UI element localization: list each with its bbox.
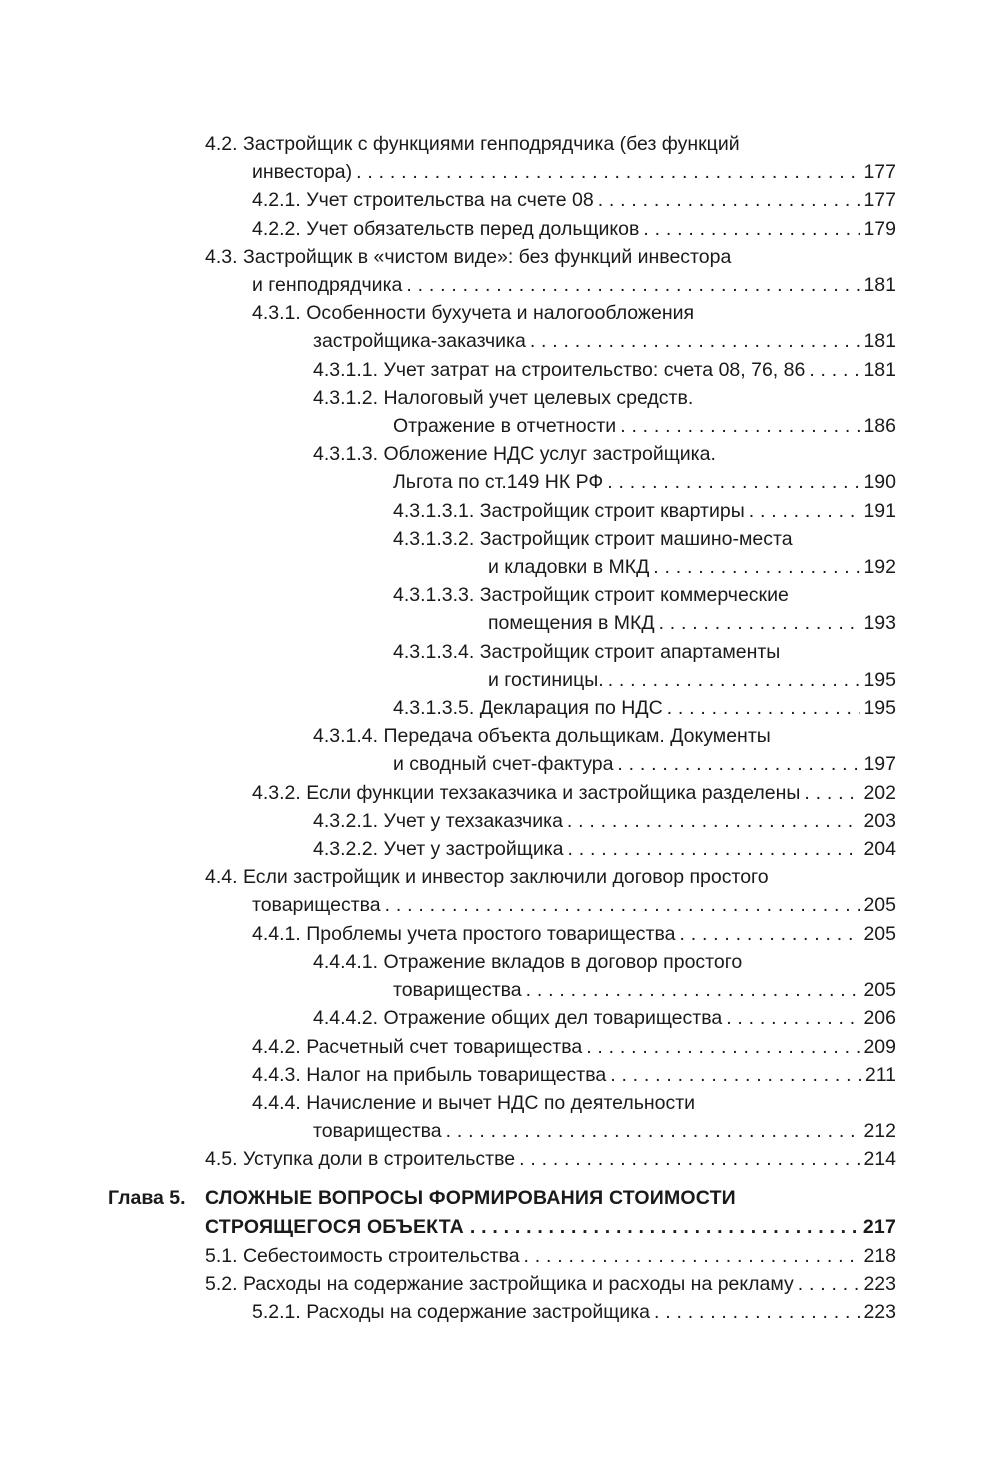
toc-entry[interactable] bbox=[0, 863, 896, 919]
toc-entry-last-line bbox=[0, 215, 896, 243]
page-number: 218 bbox=[863, 1244, 896, 1267]
table-of-contents bbox=[0, 130, 1000, 1326]
page-number: 211 bbox=[864, 1063, 896, 1086]
toc-entry[interactable] bbox=[0, 920, 896, 948]
dot-leader bbox=[650, 1298, 860, 1326]
page-number: 214 bbox=[863, 1148, 896, 1171]
page-number: 202 bbox=[863, 781, 896, 804]
toc-entry-title-line: помещения в МКД bbox=[488, 612, 655, 635]
toc-entry[interactable] bbox=[0, 497, 896, 525]
toc-entry-last-line bbox=[0, 1061, 896, 1089]
dot-leader bbox=[564, 835, 861, 863]
toc-entry-last-line bbox=[0, 327, 896, 355]
page-number: 205 bbox=[863, 979, 896, 1002]
toc-entry-last-line bbox=[0, 750, 896, 778]
toc-entry-title-line: 4.3.1.1. Учет затрат на строительство: счета 08, 76, 86 bbox=[313, 358, 806, 381]
toc-entry-last-line bbox=[0, 1145, 896, 1173]
toc-entry-title-line: 5.1. Себестоимость строительства bbox=[205, 1244, 520, 1267]
toc-entry-title-line: 4.2. Застройщик с функциями генподрядчика (без функций bbox=[205, 133, 740, 155]
dot-leader bbox=[805, 356, 860, 384]
page-number: 203 bbox=[863, 809, 896, 832]
page-number: 205 bbox=[863, 894, 896, 917]
page-number: 205 bbox=[863, 922, 896, 945]
dot-leader bbox=[663, 694, 861, 722]
dot-leader bbox=[563, 807, 861, 835]
toc-entry-last-line bbox=[0, 779, 896, 807]
toc-entry-title-line: 4.4.2. Расчетный счет товарищества bbox=[252, 1035, 583, 1058]
toc-entry-last-line bbox=[0, 553, 896, 581]
toc-entry-title-line: 4.3.1.3.4. Застройщик строит апартаменты bbox=[393, 640, 781, 663]
toc-entry-last-line bbox=[0, 666, 896, 694]
toc-entry-last-line bbox=[0, 1004, 896, 1032]
toc-entry-last-line bbox=[0, 1033, 896, 1061]
toc-entry[interactable] bbox=[0, 1089, 896, 1145]
toc-entry-title-line: 4.3.1.3.1. Застройщик строит квартиры bbox=[393, 499, 745, 522]
toc-entry-title-line: 4.3. Застройщик в «чистом виде»: без функций инвестора bbox=[205, 245, 732, 268]
toc-entry-last-line bbox=[0, 412, 896, 440]
toc-entry[interactable] bbox=[0, 299, 896, 355]
toc-entry[interactable] bbox=[0, 186, 896, 214]
toc-entry-title-line: 4.2.2. Учет обязательств перед дольщиков bbox=[252, 217, 640, 240]
page-number: 181 bbox=[863, 358, 896, 381]
toc-entry-last-line bbox=[0, 158, 896, 186]
toc-entry-title-line: застройщика-заказчика bbox=[313, 330, 526, 353]
toc-entry-last-line bbox=[0, 807, 896, 835]
dot-leader bbox=[649, 553, 860, 581]
toc-entry-title-line: 5.2. Расходы на содержание застройщика и расходы на рекламу bbox=[205, 1272, 794, 1295]
toc-entry-title-line: и кладовки в МКД bbox=[488, 556, 650, 579]
chapter-title-line-1: СЛОЖНЫЕ ВОПРОСЫ ФОРМИРОВАНИЯ СТОИМОСТИ bbox=[205, 1186, 736, 1209]
dot-leader bbox=[794, 1270, 861, 1298]
chapter-title-text: СТРОЯЩЕГОСЯ ОБЪЕКТА bbox=[205, 1215, 464, 1238]
toc-entry-last-line bbox=[0, 1117, 896, 1145]
toc-entry[interactable] bbox=[0, 1004, 896, 1032]
toc-entry-title-line: и генподрядчика bbox=[252, 274, 403, 297]
dot-leader bbox=[526, 327, 861, 355]
dot-leader bbox=[655, 609, 861, 637]
dot-leader bbox=[442, 1117, 861, 1145]
toc-entry-last-line bbox=[0, 468, 896, 496]
toc-entry[interactable] bbox=[0, 1242, 896, 1270]
toc-entry-title-line: 4.2.1. Учет строительства на счете 08 bbox=[252, 189, 594, 212]
toc-entry[interactable] bbox=[0, 130, 896, 186]
page-number: 181 bbox=[863, 274, 896, 297]
toc-entry-last-line bbox=[0, 356, 896, 384]
page-number: 190 bbox=[863, 471, 896, 494]
dot-leader bbox=[464, 1213, 860, 1242]
page-number: 191 bbox=[863, 499, 896, 522]
toc-entry[interactable] bbox=[0, 215, 896, 243]
toc-entry-title-line: 4.3.1.4. Передача объекта дольщикам. Документы bbox=[313, 725, 771, 748]
page-number: 179 bbox=[863, 217, 896, 240]
toc-entry-last-line bbox=[0, 497, 896, 525]
page-number: 195 bbox=[863, 697, 896, 720]
toc-entry-title-line: 4.3.2.1. Учет у техзаказчика bbox=[313, 809, 563, 832]
page-number: 181 bbox=[863, 330, 896, 353]
toc-entry-title-line: 5.2.1. Расходы на содержание застройщика bbox=[252, 1300, 651, 1323]
dot-leader bbox=[745, 497, 861, 525]
toc-entry-last-line bbox=[0, 271, 896, 299]
toc-section-chapter-5 bbox=[0, 1242, 1000, 1327]
toc-entry-title-line: 4.4.4.2. Отражение общих дел товарищества bbox=[313, 1007, 723, 1030]
toc-entry-title-line: 4.3.2. Если функции техзаказчика и застройщика разделены bbox=[252, 781, 801, 804]
page-number: 223 bbox=[863, 1300, 896, 1323]
toc-entry[interactable] bbox=[0, 835, 896, 863]
toc-entry-title-line: 4.3.1.3.3. Застройщик строит коммерческие bbox=[393, 584, 789, 607]
toc-entry-title-line: 4.4.1. Проблемы учета простого товарищества bbox=[252, 922, 676, 945]
toc-entry-title-line: 4.3.1.2. Налоговый учет целевых средств. bbox=[313, 386, 694, 409]
toc-entry[interactable] bbox=[0, 694, 896, 722]
page-number: 209 bbox=[863, 1035, 896, 1058]
page-number: 195 bbox=[863, 668, 896, 691]
toc-entry-title-line: и сводный счет-фактура bbox=[393, 753, 614, 776]
toc-entry-last-line bbox=[0, 835, 896, 863]
toc-entry-title-line: 4.3.1. Особенности бухучета и налогообложения bbox=[252, 302, 695, 325]
dot-leader bbox=[675, 920, 860, 948]
toc-entry[interactable] bbox=[0, 638, 896, 694]
dot-leader bbox=[604, 666, 861, 694]
dot-leader bbox=[520, 1242, 861, 1270]
toc-entry-title-line: 4.4.4.1. Отражение вкладов в договор простого bbox=[313, 950, 743, 973]
toc-entry[interactable] bbox=[0, 807, 896, 835]
dot-leader bbox=[381, 891, 861, 919]
page-number: 206 bbox=[863, 1007, 896, 1030]
toc-entry-title-line: Отражение в отчетности bbox=[393, 415, 617, 438]
toc-entry-title-line: 4.3.1.3.5. Декларация по НДС bbox=[393, 697, 663, 720]
toc-entry-last-line bbox=[0, 694, 896, 722]
toc-entry-title-line: товарищества bbox=[252, 894, 381, 917]
dot-leader bbox=[352, 158, 860, 186]
toc-entry-title-line: инвестора) bbox=[252, 161, 353, 184]
chapter-title-line-2 bbox=[0, 1213, 896, 1242]
toc-section-chapter-4 bbox=[0, 130, 1000, 1174]
toc-entry-last-line bbox=[0, 186, 896, 214]
dot-leader bbox=[402, 271, 860, 299]
dot-leader bbox=[606, 1061, 862, 1089]
toc-entry[interactable] bbox=[0, 779, 896, 807]
toc-entry-last-line bbox=[0, 976, 896, 1004]
toc-entry[interactable] bbox=[0, 948, 896, 1004]
toc-entry-last-line bbox=[0, 1242, 896, 1270]
toc-entry[interactable] bbox=[0, 440, 896, 496]
toc-entry-title-line: 4.4.3. Налог на прибыль товарищества bbox=[252, 1063, 607, 1086]
toc-entry-title-line: 4.4.4. Начисление и вычет НДС по деятельности bbox=[252, 1091, 696, 1114]
toc-chapter-5[interactable] bbox=[0, 1184, 896, 1242]
dot-leader bbox=[594, 186, 861, 214]
dot-leader bbox=[616, 412, 860, 440]
page-number: 186 bbox=[863, 415, 896, 438]
page-number: 177 bbox=[863, 161, 896, 184]
toc-entry-title-line: и гостиницы. bbox=[488, 668, 604, 691]
page-number: 217 bbox=[862, 1215, 896, 1238]
toc-entry-title-line: 4.4. Если застройщик и инвестор заключили договор простого bbox=[205, 866, 769, 889]
dot-leader bbox=[515, 1145, 860, 1173]
toc-entry-last-line bbox=[0, 1270, 896, 1298]
dot-leader bbox=[639, 215, 860, 243]
page-number: 192 bbox=[863, 556, 896, 579]
toc-entry[interactable] bbox=[0, 525, 896, 581]
page-number: 193 bbox=[863, 612, 896, 635]
toc-entry-title-line: 4.3.1.3.2. Застройщик строит машино-места bbox=[393, 527, 793, 550]
page-number: 223 bbox=[863, 1272, 896, 1295]
toc-entry-last-line bbox=[0, 891, 896, 919]
toc-entry[interactable] bbox=[0, 384, 896, 440]
dot-leader bbox=[522, 976, 861, 1004]
toc-entry[interactable] bbox=[0, 1298, 896, 1326]
dot-leader bbox=[800, 779, 860, 807]
toc-entry[interactable] bbox=[0, 1061, 896, 1089]
page-number: 212 bbox=[863, 1120, 896, 1143]
toc-entry[interactable] bbox=[0, 1270, 896, 1298]
toc-entry-title-line: 4.3.2.2. Учет у застройщика bbox=[313, 838, 564, 861]
dot-leader bbox=[582, 1033, 860, 1061]
toc-entry[interactable] bbox=[0, 1145, 896, 1173]
toc-entry-title-line: Льгота по ст.149 НК РФ bbox=[393, 471, 604, 494]
toc-entry[interactable] bbox=[0, 243, 896, 299]
toc-entry-title-line: 4.5. Уступка доли в строительстве bbox=[205, 1148, 516, 1171]
toc-entry[interactable] bbox=[0, 356, 896, 384]
toc-entry-title-line: товарищества bbox=[393, 979, 522, 1002]
toc-entry-title-line: 4.3.1.3. Обложение НДС услуг застройщика. bbox=[313, 443, 716, 466]
toc-entry[interactable] bbox=[0, 581, 896, 637]
toc-entry-title-line: товарищества bbox=[313, 1120, 442, 1143]
dot-leader bbox=[603, 468, 860, 496]
page-number: 197 bbox=[863, 753, 896, 776]
toc-entry-last-line bbox=[0, 1298, 896, 1326]
toc-entry-last-line bbox=[0, 609, 896, 637]
dot-leader bbox=[613, 750, 860, 778]
toc-entry[interactable] bbox=[0, 1033, 896, 1061]
toc-entry[interactable] bbox=[0, 722, 896, 778]
page-number: 177 bbox=[863, 189, 896, 212]
chapter-label: Глава 5. bbox=[108, 1186, 186, 1209]
page-number: 204 bbox=[863, 838, 896, 861]
dot-leader bbox=[722, 1004, 860, 1032]
toc-entry-last-line bbox=[0, 920, 896, 948]
